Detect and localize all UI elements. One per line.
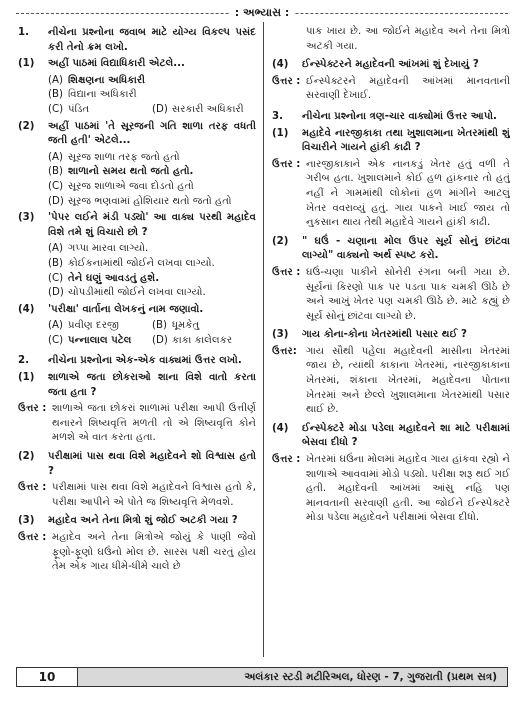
question-3-3: (3) ગાય કોના-કોના ખેતરમાંથી પસાર થઈ ? [272, 329, 467, 341]
option-a: (A) શિક્ષણના અધિકારી [48, 74, 146, 86]
column-divider [263, 22, 264, 657]
question-2-1: (1) શાળાએ જતા છોકરાઓ શાના વિશે વાતો કરતા જતા હતા ? [18, 372, 256, 398]
left-column [18, 24, 256, 655]
question-3-2: (2) " ઘઉં - ચણાના મોલ ઉપર સૂર્ય સોનું છાંટવા લાગ્યો" વાક્યનો અર્થ સ્પષ્ટ કરો. [272, 235, 510, 262]
option-d: (D) સૂરજ ભણવામાં હોશિયાર થતો જતો હતો [48, 195, 232, 207]
page-number: 10 [16, 667, 78, 687]
answer-2-4: ઉત્તર : ઈન્સ્પેક્ટરને મહાદેવની આંખમાં માનવતાની સરવાણી દેખાઈ. [272, 75, 510, 102]
question-1-4: (4) 'પરીક્ષા' વાર્તાના લેખકનું નામ જણાવો. [18, 303, 204, 315]
question-2-2: (2) પરીક્ષામાં પાસ થવા વિશે મહાદેવને શો વિશ્વાસ હતો ? [18, 451, 256, 477]
question-2-3: (3) મહાદેવ અને તેના મિત્રો શું જોઈ અટકી ગયા ? [18, 515, 238, 527]
option-b: (B) શાળાનો સમય થતો જતો હતો. [48, 166, 194, 178]
answer-2-1: ઉત્તર : શાળાએ જતા છોકરાં શાળામાં પરીક્ષા આપી ઉત્તીર્ણ થનારને શિષ્યવૃત્તિ મળતી તો એ શિષ્યવૃત્તિ કોને મળશે એ વાત કરતા હતા. [18, 403, 256, 444]
option-d: (D) સરકારી અધિકારી [152, 103, 244, 115]
section-title: : અભ્યાસ : [229, 6, 295, 20]
option-b: (B) કોઈકનામાંથી જોઈને લખવા લાગ્યો. [48, 257, 215, 269]
answer-continuation: પાક ખાય છે. આ જોઈને મહાદેવ અને તેના મિત્રો અટકી ગયા. [306, 26, 510, 52]
question-heading-2: 2. નીચેના પ્રશ્નોના એક-એક વાક્યમાં ઉત્તર લખો. [18, 355, 242, 367]
option-c: (C) પન્નાલાલ પટેલ [48, 334, 132, 346]
page-footer [16, 667, 508, 687]
question-1-1: (1) અહીં પાઠમાં વિદ્યાધિકારી એટલે... [18, 58, 185, 70]
section-header [16, 6, 508, 20]
option-a: (A) પ્રવીણ દરજી [48, 320, 120, 332]
question-3-1: (1) મહાદેવે નારજીકાકા તથા ખુશાલમાના ખેતરમાંથી શું વિચારીને ગાયને હાંકી કાઢી ? [272, 127, 510, 154]
answer-2-2: ઉત્તર : પરીક્ષામાં પાસ થવા વિશે મહાદેવને વિશ્વાસ હતો કે, પરીક્ષા આપીને એ પોતે જ શિષ્યવૃત્તિ મેળવશે. [18, 482, 256, 508]
right-column [272, 24, 510, 655]
options-1-1 [48, 74, 256, 118]
answer-3-2: ઉત્તર : ઘઉં-ચણા પાકીને સોનેરી રંગના બની ગયા છે. સૂર્યનાં કિરણો પાક પર પડતા પાક ચમકી ઊઠે છે અને આખું ખેતર પણ ચમકી ઊઠે છે. માટે કહ્યું છે સૂર્ય સોનું છાંટવા લાગ્યો છે. [272, 266, 510, 322]
question-3-4: (4) ઈન્સ્પેક્ટરે મોડા પડેલા મહાદેવને શા માટે પરીક્ષામાં બેસવા દીધો ? [272, 422, 510, 449]
question-1-2: (2) અહીં પાઠમાં 'તે સૂરજની ગતિ શાળા તરફ વધતી જતી હતી' એટલે... [18, 120, 256, 147]
answer-3-1: ઉત્તર : નારજીકાકાને એક નાનકડું ખેતર હતું વળી તે ગરીબ હતા. ખુશાલમાને કોઈ હળ હાંકનાર તો હતું નહીં ને ગામમાંથી લોકોનાં હળ માંગીને આટલું ખેતર વવરાવ્યું હતું. ગાય પાકને ખાઈ જાય તો નુકસાન થાય તેથી મહાદેવે ગાયને હાંકી કાઢી. [272, 158, 510, 229]
option-d: (D) ચોપડીમાંથી જોઈને લખવા લાગ્યો. [48, 287, 206, 299]
option-c: (C) પંડિત [48, 103, 90, 115]
options-1-4 [48, 319, 256, 348]
option-d: (D) કાકા કાલેલકર [152, 334, 233, 346]
question-heading-1: 1. નીચેના પ્રશ્નોના જવાબ માટે યોગ્ય વિકલ્પ પસંદ કરી તેનો ક્રમ લખો. [18, 27, 256, 53]
option-b: (B) વિદ્યાના અધિકારી [48, 89, 137, 101]
option-a: (A) ગપ્પા મારવા લાગ્યો. [48, 243, 149, 255]
footer-book-title: અલંકાર સ્ટડી મટીરિઅલ, ધોરણ - 7, ગુજરાતી (પ્રથમ સત્ર) [78, 667, 508, 687]
answer-3-4: ઉત્તર : ખેતરમાં ઘઉંના મોલમાં મહાદેવ ગાય હાંકવા રહ્યો ને શાળાએ આવવામાં મોડો પડ્યો. પરીક્ષા શરૂ થઈ ગઈ હતી. મહાદેવની આંખમાં આંસુ નહિ પણ માનવતાની સરવાણી હતી. આ જોઈને ઈન્સ્પેક્ટરે મોડા પડેલા મહાદેવને પરીક્ષામાં બેસવા દીધો. [272, 454, 510, 524]
option-b: (B) ધૂમકેતુ [152, 320, 200, 332]
question-2-4: (4) ઈન્સ્પેક્ટરને મહાદેવની આંખમાં શું દેખાયું ? [272, 59, 479, 71]
option-a: (A) સૂરજ શાળા તરફ જતો હતો [48, 151, 180, 163]
option-c: (C) સૂરજ શાળાએ જવા દોડતો હતો [48, 180, 194, 192]
question-heading-3: 3. નીચેના પ્રશ્નોના ત્રણ-ચાર વાક્યોમાં ઉત્તર આપો. [272, 110, 497, 122]
answer-3-3: ઉત્તર: ગાય સૌથી પહેલા મહાદેવની માસીના ખેતરમાં જાય છે, ત્યાંથી કાકાના ખેતરમાં, નારજીકાકાના ખેતરમાં, શંકાના ખેતરમાં, મહાદેવના પોતાના ખેતરમાં અને છેલ્લે ખુશાલમાના ખેતરમાંથી પસાર થાઈ છે. [272, 345, 510, 416]
option-c: (C) તેને ઘણું આવડતું હશે. [48, 272, 160, 284]
answer-2-3: ઉત્તર : મહાદેવ અને તેના મિત્રોએ જોયું કે પાણી જેવો ફૂણો-ફૂણો ઘઉંનો મોલ છે. સારસ પક્ષી ચરતું હોય તેમ એક ગાય ધીમે-ધીમે ચાલે છે [18, 532, 256, 573]
question-1-3: (3) 'પેપર લઈને મંડી પડ્યો' આ વાક્ય પરથી મહાદેવ વિશે તમે શું વિચારો છો ? [18, 212, 256, 238]
